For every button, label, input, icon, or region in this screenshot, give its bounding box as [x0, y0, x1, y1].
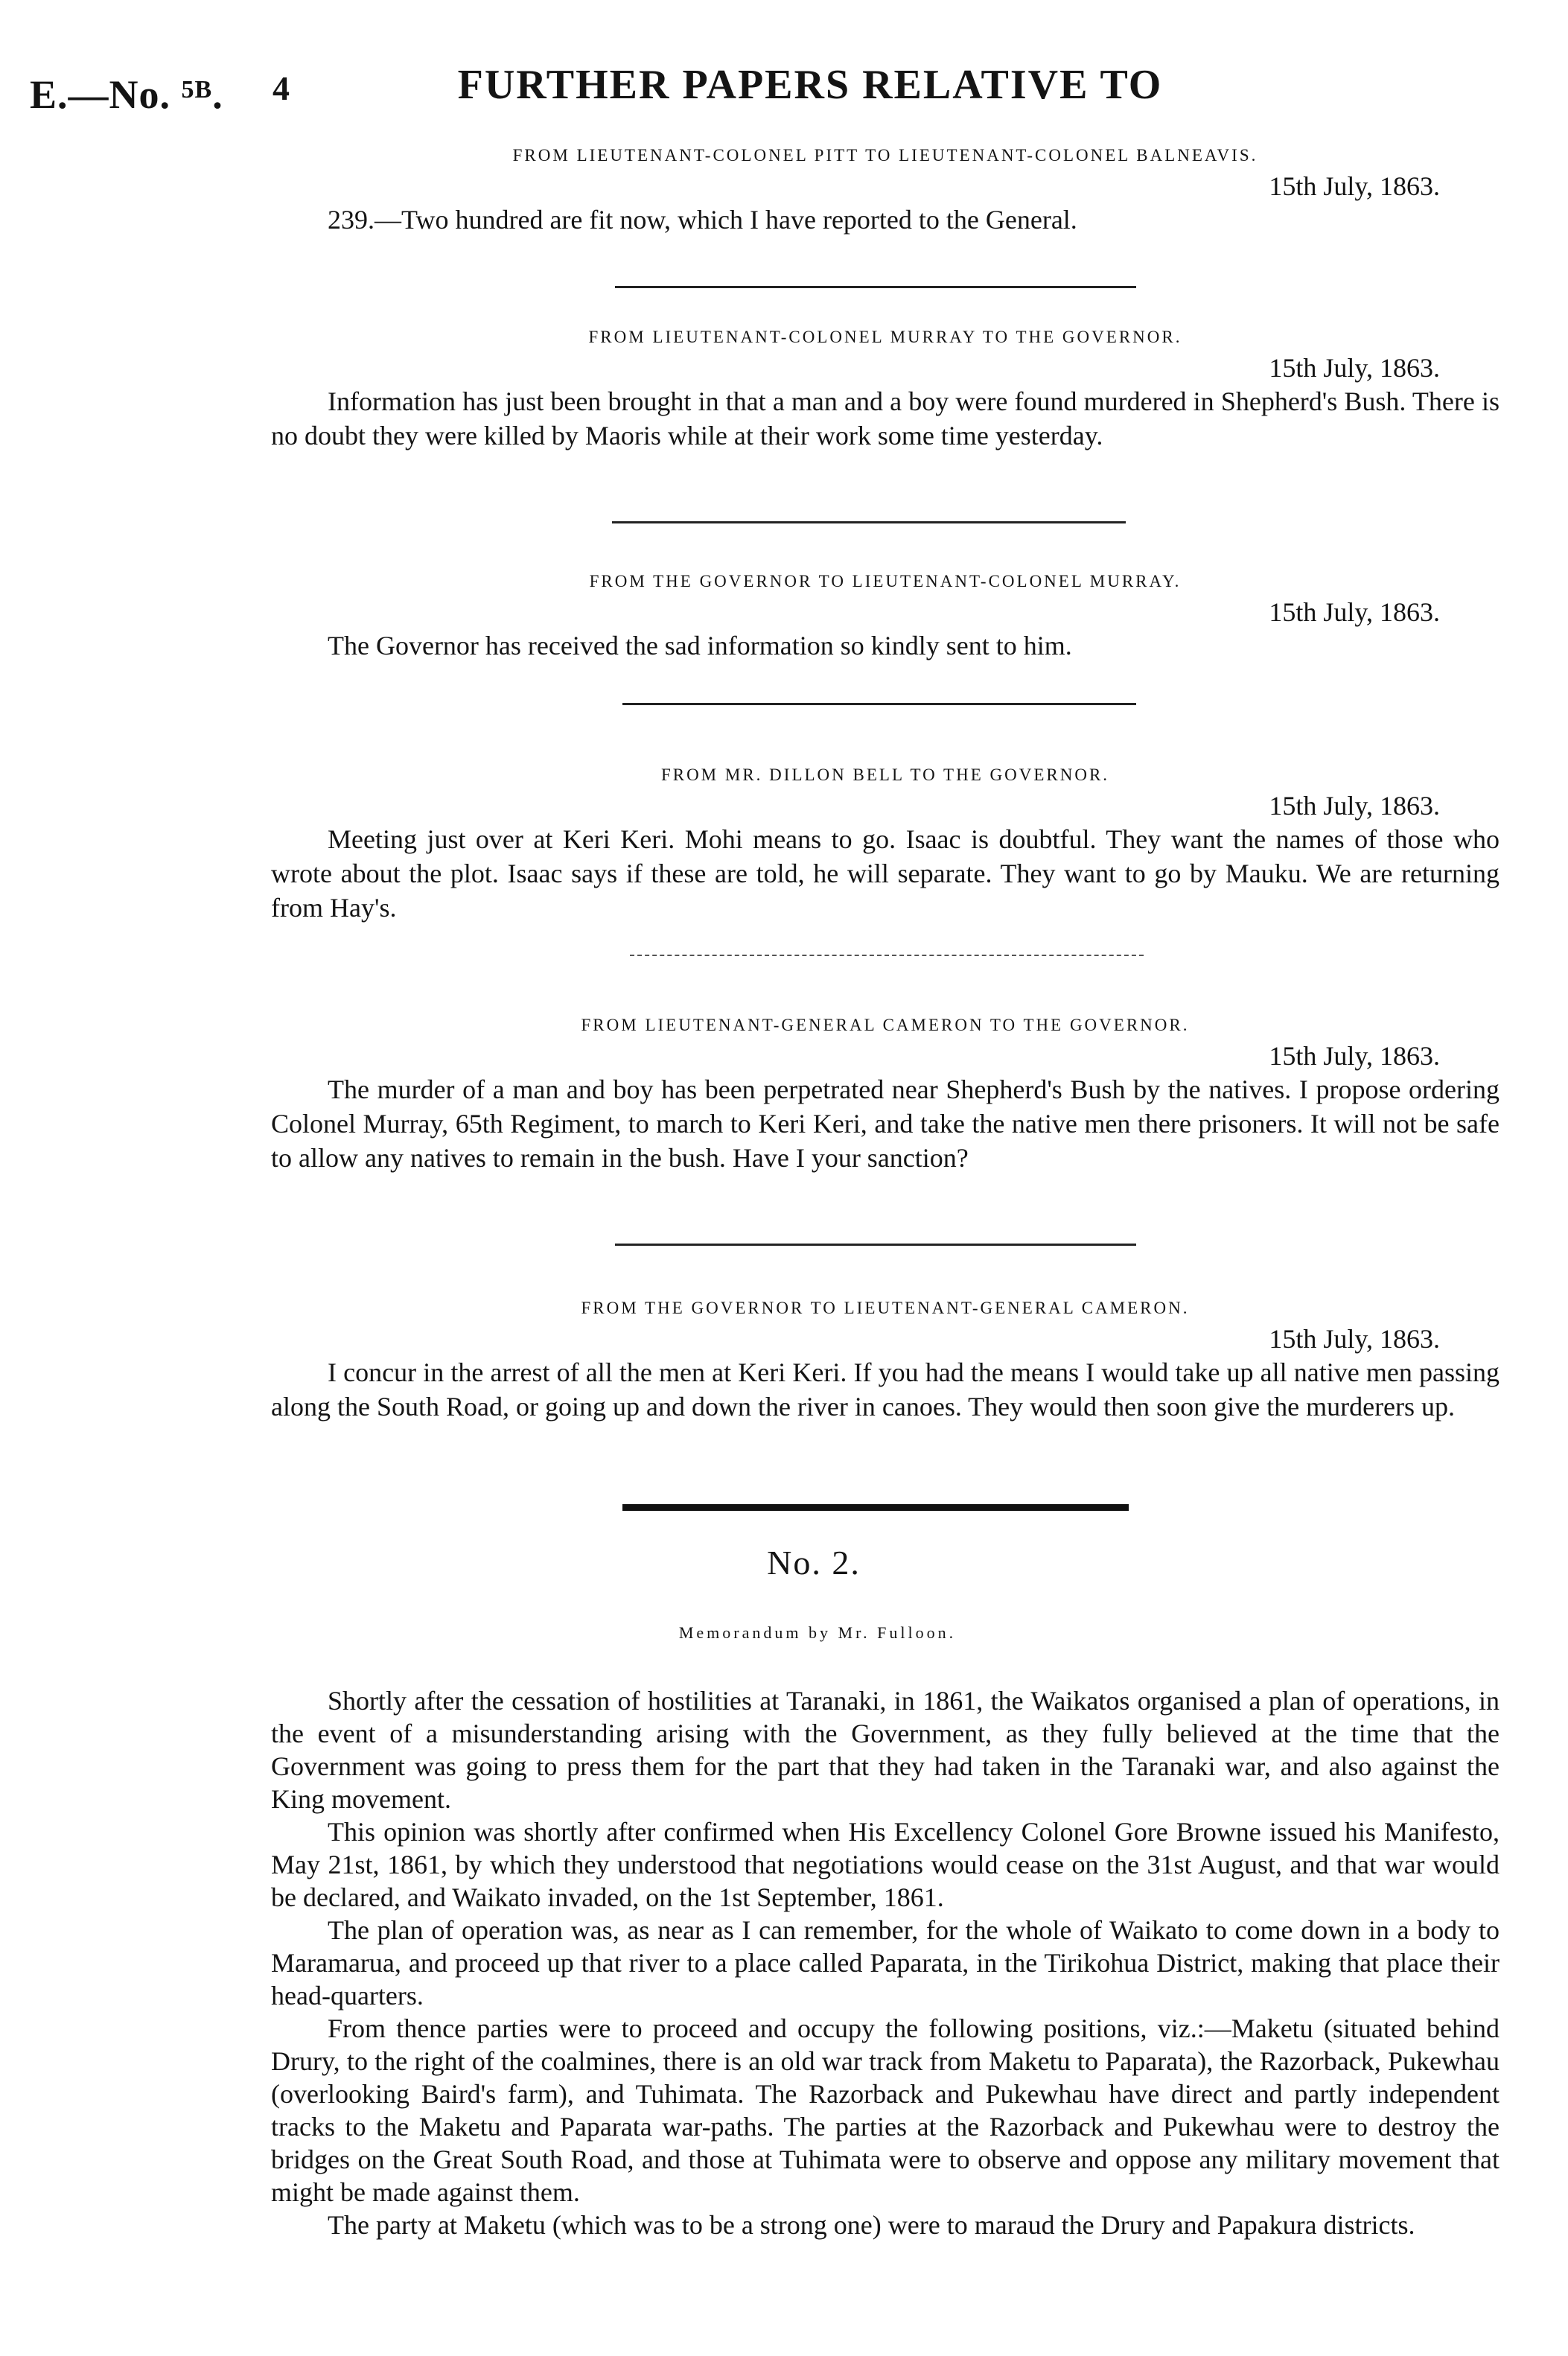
letter-heading: FROM LIEUTENANT-COLONEL PITT TO LIEUTENANT-COLONEL BALNEAVIS. — [512, 146, 1258, 165]
letter-heading: FROM MR. DILLON BELL TO THE GOVERNOR. — [660, 765, 1110, 784]
letter-5 — [271, 1016, 1500, 1175]
letter-date: 15th July, 1863. — [1269, 353, 1440, 383]
document-reference: E.—No. $^{5B}$. — [30, 72, 223, 117]
memo-paragraph: From thence parties were to proceed and occupy the following positions, viz.:—Maketu (situated behind Drury, to the right of the coalmines, there is an old war track from Maketu to Paparata), the Razorback, Pukewhau (overlooking Baird's farm), and Tuhimata. The Razorback and Pukewhau have direct and partly independent tracks to the Maketu and Paparata war-paths. The parties at the Razorback and Pukewhau were to destroy the bridges on the Great South Road, and those at Tuhimata were to observe and oppose any military movement that might be made against them. — [271, 2013, 1500, 2207]
divider-rule — [622, 703, 1136, 705]
letter-heading: FROM THE GOVERNOR TO LIEUTENANT-GENERAL CAMERON. — [581, 1299, 1190, 1317]
letter-1 — [271, 146, 1500, 237]
letter-4 — [271, 765, 1500, 925]
page-number: 4 — [273, 69, 290, 107]
letter-3 — [271, 572, 1500, 663]
memo-paragraph: This opinion was shortly after confirmed when His Excellency Colonel Gore Browne issued his Manifesto, May 21st, 1861, by which they understood that negotiations would cease on the 31st August, and that war would be declared, and Waikato invaded, on the 1st September, 1861. — [271, 1817, 1500, 1912]
letter-body: The murder of a man and boy has been perpetrated near Shepherd's Bush by the natives. I propose ordering Colonel Murray, 65th Regiment, to march to Keri Keri, and take the native men there prisoners. It will not be safe to allow any natives to remain in the bush. Have I your sanction? — [271, 1074, 1500, 1173]
letter-heading: FROM LIEUTENANT-COLONEL MURRAY TO THE GOVERNOR. — [588, 328, 1182, 346]
reference-prefix: E.—No. — [30, 72, 171, 117]
letter-date: 15th July, 1863. — [1269, 1041, 1440, 1071]
section-heading: Memorandum by Mr. Fulloon. — [678, 1623, 957, 1642]
letter-heading: FROM THE GOVERNOR TO LIEUTENANT-COLONEL MURRAY. — [589, 572, 1182, 590]
section-number: No. 2. — [767, 1544, 861, 1582]
letter-body: The Governor has received the sad information so kindly sent to him. — [328, 631, 1072, 660]
memo-paragraph: Shortly after the cessation of hostilities at Taranaki, in 1861, the Waikatos organised a plan of operations, in the event of a misunderstanding arising with the Government, as they fully believed at the time that the Government was going to press them for the part that they had taken in the Taranaki war, and also against the King movement. — [271, 1686, 1500, 1814]
memo-paragraph: The party at Maketu (which was to be a strong one) were to maraud the Drury and Papakura districts. — [328, 2210, 1415, 2240]
reference-suffix: 5B — [181, 76, 213, 104]
divider-rule — [612, 521, 1126, 523]
running-title: FURTHER PAPERS RELATIVE TO — [457, 62, 1163, 108]
divider-rule — [615, 1244, 1136, 1246]
letter-date: 15th July, 1863. — [1269, 171, 1440, 201]
divider-rule — [630, 955, 1144, 956]
letter-date: 15th July, 1863. — [1269, 597, 1440, 627]
memo-paragraph: The plan of operation was, as near as I can remember, for the whole of Waikato to come down in a body to Maramarua, and proceed up that river to a place called Paparata, in the Tirikohua District, making that place their head-quarters. — [271, 1915, 1500, 2010]
section-divider — [622, 1504, 1129, 1511]
letter-heading: FROM LIEUTENANT-GENERAL CAMERON TO THE GOVERNOR. — [581, 1016, 1190, 1034]
letter-date: 15th July, 1863. — [1269, 791, 1440, 821]
divider-rule — [615, 286, 1136, 288]
letter-body: Meeting just over at Keri Keri. Mohi means to go. Isaac is doubtful. They want the names of those who wrote about the plot. Isaac says if these are told, he will separate. They want to go by Mauku. We are returning from Hay's. — [271, 824, 1500, 923]
letter-body: 239.—Two hundred are fit now, which I have reported to the General. — [328, 205, 1077, 235]
letter-6 — [271, 1299, 1500, 1424]
letter-2 — [271, 328, 1500, 453]
memorandum-body — [271, 1684, 1500, 2241]
letter-body: I concur in the arrest of all the men at Keri Keri. If you had the means I would take up all native men passing along the South Road, or going up and down the river in canoes. They would then soon give the murderers up. — [271, 1357, 1500, 1421]
letter-date: 15th July, 1863. — [1269, 1324, 1440, 1354]
letter-body: Information has just been brought in that a man and a boy were found murdered in Shepherd's Bush. There is no doubt they were killed by Maoris while at their work some time yesterday. — [271, 386, 1500, 450]
